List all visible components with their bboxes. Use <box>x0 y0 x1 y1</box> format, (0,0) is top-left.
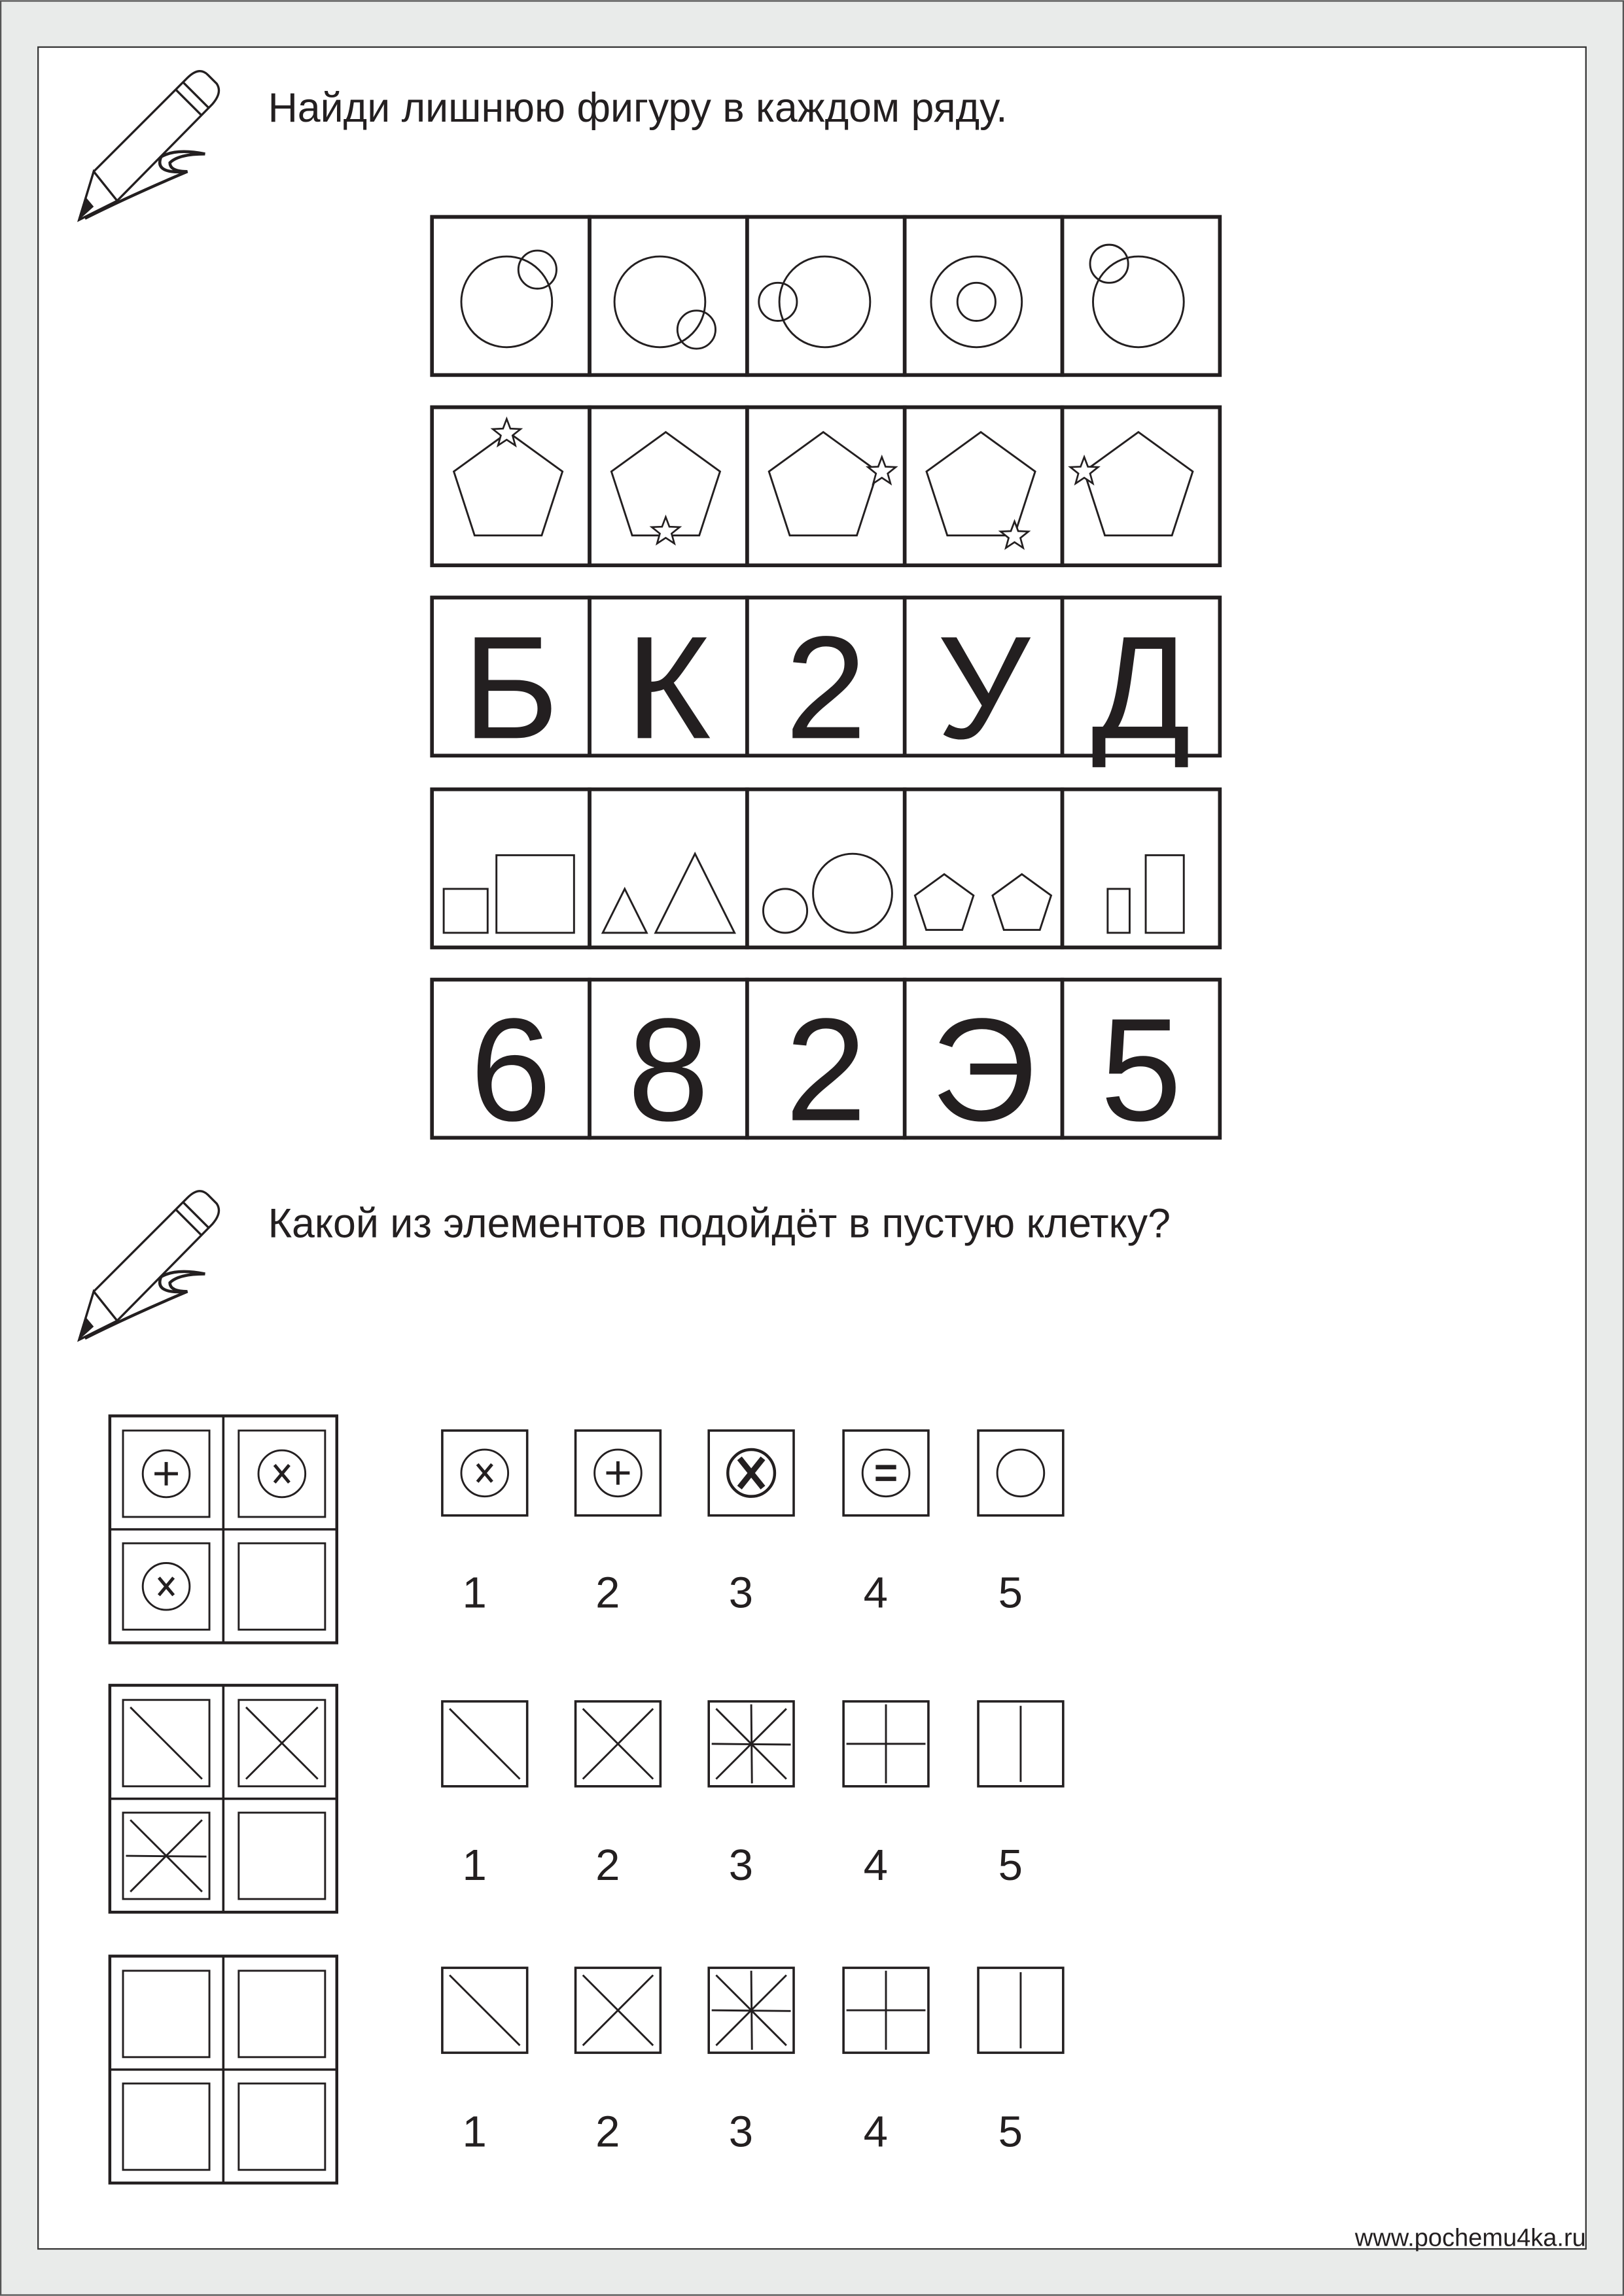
cell-border <box>1062 217 1220 375</box>
figure-cell[interactable] <box>1062 597 1220 769</box>
option-number: 5 <box>998 1568 1023 1618</box>
symbol: 8 <box>627 988 709 1152</box>
option-number: 4 <box>863 1568 889 1618</box>
vertical-line <box>751 1704 752 1783</box>
figure-cell[interactable] <box>747 980 905 1152</box>
figure-cell[interactable] <box>1062 408 1220 566</box>
figure-cell[interactable] <box>590 980 747 1152</box>
task2-title: Какой из элементов подойдёт в пустую клетку? <box>268 1200 1171 1247</box>
option-number: 4 <box>863 1841 889 1890</box>
figure-cell[interactable] <box>432 408 590 566</box>
figure-cell[interactable] <box>905 408 1063 566</box>
figure-cell[interactable] <box>905 597 1063 769</box>
figure-cell[interactable] <box>747 790 905 948</box>
option-number: 5 <box>998 2107 1023 2157</box>
figure-cell[interactable] <box>590 217 747 375</box>
row-3 <box>432 597 1220 769</box>
row-4 <box>432 790 1220 948</box>
option-number: 2 <box>595 1841 620 1890</box>
figure-cell[interactable] <box>590 597 747 769</box>
symbol: 6 <box>470 988 552 1152</box>
letter: К <box>626 606 711 770</box>
cell-border <box>590 790 747 948</box>
figure-cell[interactable] <box>747 408 905 566</box>
figure-cell[interactable] <box>905 980 1063 1152</box>
vertical-line <box>751 1971 752 2050</box>
row-1 <box>432 217 1220 375</box>
option-number: 1 <box>462 1841 487 1890</box>
letter: Д <box>1091 606 1191 770</box>
cell-border <box>432 217 590 375</box>
option-number: 2 <box>595 1568 620 1618</box>
figure-cell[interactable] <box>747 217 905 375</box>
figure-cell[interactable] <box>905 217 1063 375</box>
figure-cell[interactable] <box>1062 980 1220 1152</box>
cell-border <box>747 217 905 375</box>
symbol: Э <box>930 988 1036 1152</box>
cell-border <box>1062 790 1220 948</box>
option-number: 3 <box>728 1568 754 1618</box>
odd-one-out-rows <box>432 217 1220 1152</box>
row-2 <box>432 408 1220 566</box>
task1-title: Найди лишнюю фигуру в каждом ряду. <box>268 85 1008 131</box>
cell-border <box>432 790 590 948</box>
symbol: 2 <box>785 988 867 1152</box>
letter: Б <box>463 606 559 770</box>
letter: 2 <box>785 606 867 770</box>
symbol: 5 <box>1100 988 1182 1152</box>
figure-cell[interactable] <box>590 790 747 948</box>
option-number: 3 <box>728 1841 754 1890</box>
cell-border <box>905 408 1063 566</box>
cell-border <box>905 217 1063 375</box>
figure-cell[interactable] <box>432 790 590 948</box>
figure-cell[interactable] <box>1062 790 1220 948</box>
figure-cell[interactable] <box>432 597 590 769</box>
cell-border <box>1062 408 1220 566</box>
row-5 <box>432 980 1220 1152</box>
cell-border <box>905 790 1063 948</box>
figure-cell[interactable] <box>1062 217 1220 375</box>
option-number: 1 <box>462 2107 487 2157</box>
option-number: 5 <box>998 1841 1023 1890</box>
option-box <box>978 1431 1063 1516</box>
letter: У <box>936 606 1031 770</box>
option-number: 1 <box>462 1568 487 1618</box>
figure-cell[interactable] <box>590 408 747 566</box>
cell-border <box>747 408 905 566</box>
option-number: 4 <box>863 2107 889 2157</box>
option-number: 2 <box>595 2107 620 2157</box>
figure-cell[interactable] <box>747 597 905 769</box>
figure-cell[interactable] <box>905 790 1063 948</box>
option-box <box>843 1431 928 1516</box>
cell-border <box>590 408 747 566</box>
cell-border <box>590 217 747 375</box>
figure-cell[interactable] <box>432 980 590 1152</box>
figure-cell[interactable] <box>432 217 590 375</box>
footer-site: www.pochemu4ka.ru <box>1354 2224 1586 2252</box>
option-number: 3 <box>728 2107 754 2157</box>
